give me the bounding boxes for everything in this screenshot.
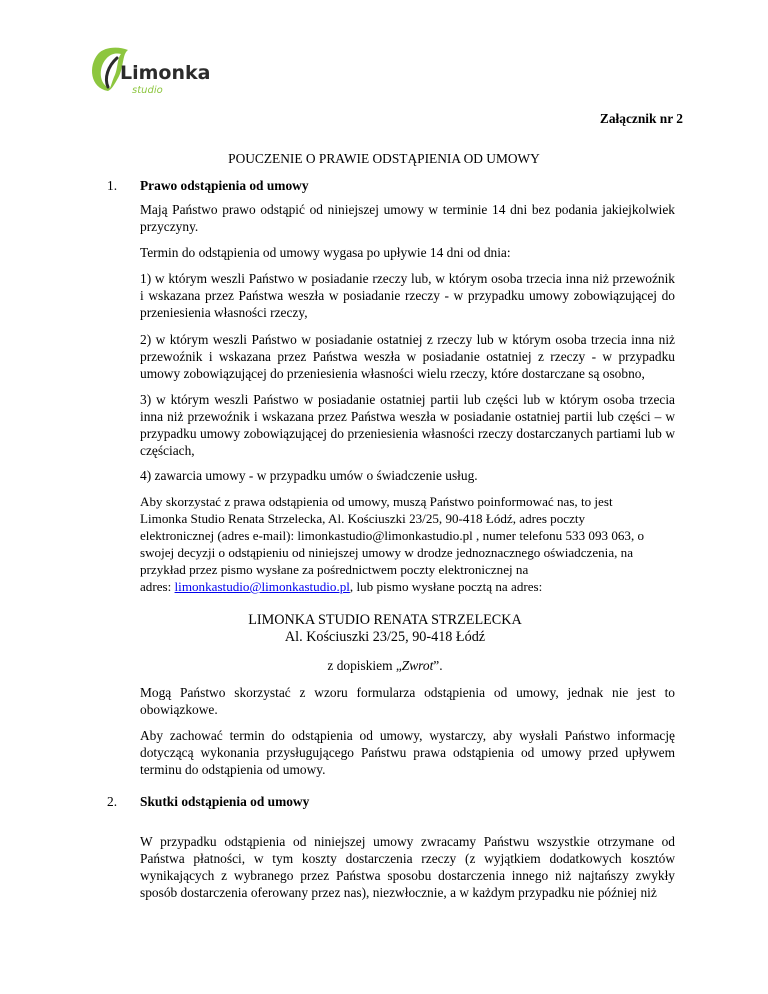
- page-title: POUCZENIE O PRAWIE ODSTĄPIENIA OD UMOWY: [228, 151, 540, 166]
- paragraph-right: Mają Państwo prawo odstąpić od niniejszej umowy w terminie 14 dni bez podania jakiejkolwiek przyczyny.: [140, 202, 675, 234]
- paragraph-deadline-keep: Aby zachować termin do odstąpienia od umowy, wystarczy, aby wysłali Państwo informację dotyczącą wykonania przysługującego Państwu prawa odstąpienia od umowy przed upływem terminu do odstąpienia od umowy.: [140, 728, 675, 777]
- email-link[interactable]: limonkastudio@limonkastudio.pl: [174, 579, 350, 594]
- limonka-logo: [84, 44, 234, 96]
- svg-text:studio: studio: [132, 85, 163, 96]
- list-item-4: 4) zawarcia umowy - w przypadku umów o świadczenie usług.: [140, 468, 478, 483]
- list-item-3: 3) w którym weszli Państwo w posiadanie ostatniej partii lub części lub w którym osoba trzecia inna niż przewoźnik i wskazana przez Państwa weszła w posiadanie ostatniej partii lub części – w przypadku umowy zobowiązującej do przeniesienia własności rzeczy dostarczanych partiami lub w częściach,: [140, 392, 675, 458]
- note-word: Zwrot: [401, 658, 434, 673]
- list-item-2: 2) w którym weszli Państwo w posiadanie ostatniej z rzeczy lub w którym osoba trzecia inna niż przewoźnik i wskazana przez Państwa weszła w posiadanie ostatniej z rzeczy - w przypadku umowy zobowiązującej do przeniesienia własności wielu rzeczy, które dostarczane są osobno,: [140, 332, 675, 381]
- list-item-1: 1) w którym weszli Państwo w posiadanie rzeczy lub, w którym osoba trzecia inna niż przewoźnik i wskazana przez Państwa weszła w posiadanie rzeczy - w przypadku umowy zobowiązującej do przeniesienia własności rzeczy,: [140, 271, 675, 320]
- paragraph-form: Mogą Państwo skorzystać z wzoru formularza odstąpienia od umowy, jednak nie jest to obowiązkowe.: [140, 685, 675, 717]
- return-note: [140, 657, 630, 674]
- contact-text: Aby skorzystać z prawa odstąpienia od umowy, muszą Państwo poinformować nas, to jest Limonka Studio Renata Strzelecka, Al. Kościuszki 23/25, 90-418 Łódź, adres poczty elektronicznej (adres e-mail): limonkastudio@limonkastudio.pl , numer telefonu 533 093 063, o swojej decyzji o odstąpieniu od niniejszej umowy w drodze jednoznacznego oświadczenia, na przykład przez pismo wysłane za pośrednictwem poczty elektronicznej na adres:: [140, 494, 645, 594]
- contact-text-end: , lub pismo wysłane pocztą na adres:: [349, 579, 543, 594]
- section-title: Skutki odstąpienia od umowy: [140, 794, 310, 809]
- section-title: Prawo odstąpienia od umowy: [140, 178, 309, 193]
- leaf-icon: [84, 44, 234, 96]
- svg-text:Limonka: Limonka: [120, 62, 211, 84]
- note-prefix: z dopiskiem „: [327, 658, 402, 673]
- address-name: LIMONKA STUDIO RENATA STRZELECKA: [248, 612, 522, 628]
- paragraph-deadline-start: Termin do odstąpienia od umowy wygasa po upływie 14 dni od dnia:: [140, 245, 511, 260]
- paragraph-effects: W przypadku odstąpienia od niniejszej umowy zwracamy Państwu wszystkie otrzymane od Państwa płatności, w tym koszty dostarczenia rzeczy (z wyjątkiem dodatkowych kosztów wynikających z wybranego przez Państwa sposobu dostarczenia innego niż najtańszy zwykły sposób dostarczenia oferowany przez nas), niezwłocznie, a w każdym przypadku nie później niż: [140, 834, 675, 900]
- section-number: 1.: [107, 178, 118, 193]
- attachment-label: Załącznik nr 2: [599, 111, 683, 126]
- contact-paragraph: [140, 493, 675, 595]
- note-suffix: ”.: [433, 658, 443, 673]
- section-number: 2.: [107, 794, 118, 809]
- address-street: Al. Kościuszki 23/25, 90-418 Łódź: [284, 629, 486, 645]
